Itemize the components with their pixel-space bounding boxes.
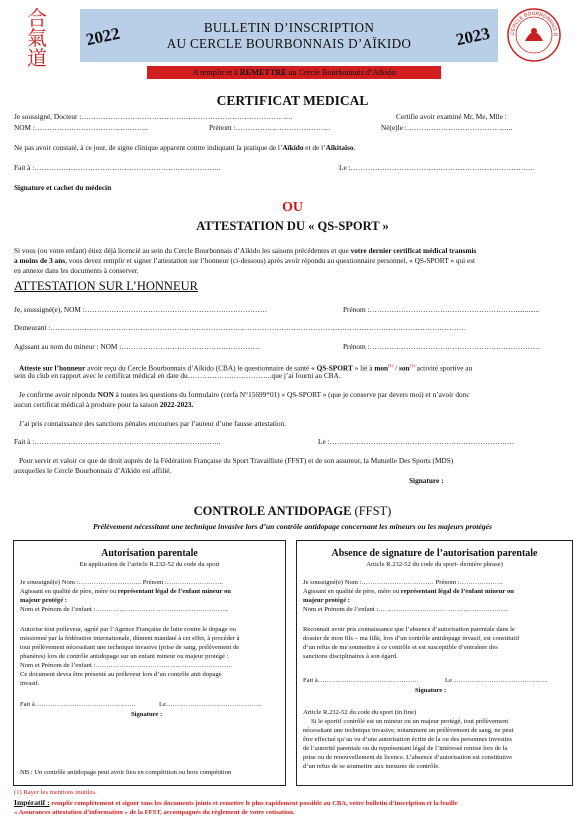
right-a1: Article R.232-52 du code du sport (in fine) [303,709,417,716]
attestation-title: ATTESTATION DU « QS-SPORT » [196,219,389,233]
right-fait: Fait à………………………………………. [303,677,419,684]
red-bar-text-b: REMETTRE [239,68,287,77]
cert-line-3 [14,143,355,152]
att-p2g: son [399,363,410,373]
att-p2f: / [393,363,400,373]
logo-right-text: CERCLE BOURBONNAIS D [509,10,559,37]
left-p1: Autorise tout préleveur, agréé par l’Agence Française de lutte contre le dopage ou [20,626,236,633]
cert-fait: Fait à :………………………………………………………………….. [14,163,221,172]
left-l2a: Agissant en qualité de père, mère ou [20,588,118,595]
year-right: 2023 [454,23,492,50]
right-l2 [303,588,514,596]
right-a5: de l’autorité parentale ou du représentant légal de l’intéressé remise lors de la [303,745,508,752]
att-p5-line1: Pour servir et valoir ce que de droit auprès de la Fédération Française du Sport Travailliste (FFST) et de son assureur, la Mutuelle Des Sports (MDS) [19,456,454,465]
footer-imperatif-line1 [14,799,458,808]
right-box-title: Absence de signature de l’autorisation parentale [331,548,538,559]
antidopage-title-suffix: (FFST) [351,504,392,518]
right-a3: nécessitant une technique invasive, notamment un prélèvement de sang, ne peut [303,727,514,734]
att-p1-line1 [14,246,476,255]
att-p1-line2 [14,256,475,265]
footer-imperatif-line2: « Assurances attestation d’information » de la FFST, accompagnés du règlement de votre cotisation. [14,809,295,816]
red-bar-text-c: au Cercle Bourbonnais d’Aïkido [286,68,396,77]
att-p3d: aucun certificat médical à produire pour la saison [14,400,160,409]
att-p3-line1 [19,390,470,399]
left-fait: Fait à………………………………………. [20,701,136,708]
right-le: Le…………………………………….. [445,677,548,684]
right-a2: Si le sportif contrôlé est un mineur ou un majeur protégé, tout prélèvement [311,718,509,725]
att-p2a: Atteste sur l’honneur [19,363,86,373]
right-l2a: Agissant en qualité de père, mère ou [303,588,401,595]
att-field-mineur-prenom: Prénom :……………………………………………………………. [343,342,540,351]
att-p2e: mon [374,363,389,373]
right-p3: d’un refus de me soumettre à ce contrôle et est susceptible d’entraîner des [303,644,498,651]
right-l2b: représentant légal de l’enfant mineur ou [400,588,514,595]
antidopage-subtitle: Prélèvement nécessitant une technique invasive lors d’un contrôle antidopage concernant les mineurs ou les majeurs protégés [92,522,493,531]
att-p1d: , vous devez remplir et signer l’attestation sur l’honneur (ci-dessous) après avoir répondu au questionnaire personnel, « QS-SPORT » qui est [65,256,476,265]
att-signature: Signature : [409,476,444,485]
footer-imperatif-text1: remplir complètement et signer tous les documents joints et remettre le plus rapidement possible au CBA, votre bulletin d’inscription et la feuille [49,800,458,807]
att-p1a: Si vous (ou votre enfant) étiez déjà licencié au sein du Cercle Bourbonnais d’Aïkido les saisons précédentes et que [14,246,351,255]
att-p3-line2 [14,400,193,409]
right-p1: Reconnait avoir pris connaissance que l’absence d’autorisation parentale dans le [303,626,515,633]
right-a7: d’un refus de se soumettre aux mesures de contrôle. [303,763,440,770]
att-p2c: QS-SPORT [316,363,353,373]
cert-l3c: et de l’ [303,143,326,152]
left-p4: phanères) lors de contrôle antidopage sur un enfant mineur ou majeur protégé : [20,653,229,660]
left-l2 [20,588,231,596]
honneur-title: ATTESTATION SUR L’HONNEUR [14,279,198,293]
att-p1c: a moins de 3 ans [14,256,66,265]
left-p2: missionné par la fédération internationale, dûment mandaté à cet effet, à procéder à [20,635,240,642]
cert-l3e: . [353,143,356,152]
cert-line-1b: Certifie avoir examiné Mr, Me, Mlle : [396,112,507,121]
right-signature: Signature : [415,687,447,694]
box-absence-signature [296,540,573,786]
att-p5-line2: auxquelles le Cercle Bourbonnais d’Aïkido est affilié. [14,466,172,475]
cert-le: Le :…………………………………………………………………. [339,163,535,172]
antidopage-title-main: CONTROLE ANTIDOPAGE [193,504,352,518]
cert-l3b: Aïkido [282,143,304,152]
cert-line-2c: Né(e)le :…………………………………….. [381,123,513,132]
red-notice-bar [147,66,441,79]
left-p6: Ce document devra être présenté au préleveur lors d’un contrôle anti dopage [20,671,222,678]
ou-separator: OU [282,200,303,215]
att-p2h: activité sportive au [414,363,473,373]
footer-imperatif-label: Impératif : [14,798,50,807]
logo-glyph-3: 道 [27,46,47,70]
logo-right [506,7,562,63]
att-p4: J’ai pris connaissance des sanctions pénales encourues par l’auteur d’une fausse attestation. [19,419,287,428]
box-autorisation-parentale [13,540,286,786]
cert-line-1a: Je soussigné, Docteur :…………………………………………………………………………… [14,112,293,121]
title-line-1: BULLETIN D’INSCRIPTION [203,20,375,35]
att-sup-1: (1) [388,363,394,368]
att-p3a: Je confirme avoir répondu [19,390,98,399]
left-p5: Nom et Prénom de l’enfant :……………………………. ………………………. [20,662,233,669]
att-sup-2: (1) [409,363,415,368]
right-l1: Je soussigné(e) Nom :…………………………… Prénom :……………….. [303,579,503,586]
antidopage-title [0,504,585,519]
att-p3c: à toutes les questions du formulaire (cerfa N°15699*01) « QS-SPORT » (que je conserve par devers moi) et n’avoir donc [113,390,470,399]
left-l4: Nom et Prénom de l’enfant :……………………… …………………………… [20,606,229,613]
title-line-2: AU CERCLE BOURBONNAIS D’AÏKIDO [166,36,412,51]
cert-line-2b: Prénom :………………………………… [209,123,331,132]
att-p2d: » lié à [352,363,375,373]
cert-l3d: Aïkitaïso [325,143,354,152]
logo-left [22,8,52,70]
right-a6: prise ou de renouvellement de licence. L’absence d’autorisation est constitutive [303,754,513,761]
right-l3: majeur protégé : [303,597,350,604]
left-signature: Signature : [131,711,163,718]
att-p2-line2: sein du club en rapport avec le certificat médical en date du……………………………..que j’ai fourni au CBA. [14,371,341,380]
att-p1b: votre dernier certificat médical transmis [350,246,477,255]
logo-glyph-1: 合 [27,6,47,30]
red-bar-text-a: A remplir et à [192,68,240,77]
left-box-title: Autorisation parentale [101,548,198,559]
att-p1-line3: en annexe dans les documents à conserver. [14,266,139,275]
att-p3b: NON [97,390,114,399]
right-p4: sanctions disciplinaires à son égard. [303,653,398,660]
left-l3: majeur protégé : [20,597,67,604]
att-p3e: 2022-2023. [159,400,194,409]
att-le: Le :…………………………………………………………………. [318,437,514,446]
att-field-prenom: Prénom :……………………………………………………............. [343,305,540,314]
left-nb: NB : Un contrôle antidopage peut avoir lieu en compétition ou hors compétition [20,769,232,776]
year-left: 2022 [84,23,122,50]
att-p2b: avoir reçu du Cercle Bourbonnais d’Aïkido (CBA) le questionnaire de santé « [85,363,317,373]
footer-note: (1) Rayer les mentions inutiles. [14,789,97,796]
right-a4: être effectué qu’au vu d’une autorisation écrite de la ou des personnes investies [303,736,512,743]
att-field-demeurant: Demeurant :……………………………………………………………………………………………………………………………………………………… [14,323,467,332]
header-banner [80,9,498,62]
right-p2: dossier de mon fils – ma fille, lors d’un contrôle antidopage invasif, est constitutif [303,635,520,642]
left-box-sub: En application de l’article R.232-52 du code du sport [79,561,220,568]
left-p3: tout prélèvement nécessitant une technique invasive (prise de sang, prélèvement de [20,644,240,651]
cert-line-2a: NOM :……………………………………….. [14,123,148,132]
certificat-title: CERTIFICAT MEDICAL [216,93,369,108]
left-le: Le…………………………………….. [159,701,262,708]
cert-l3a: Ne pas avoir constaté, à ce jour, de signe clinique apparent contre indiquant la pratique de l’ [14,143,283,152]
left-p7: invasif. [20,680,40,687]
logo-glyph-2: 氣 [27,26,47,50]
att-fait: Fait à :………………………………………………………………….. [14,437,221,446]
left-l1: Je soussigné(e) Nom :……………………….. Prénom :…………………….. [20,579,223,586]
left-l2b: représentant légal de l’enfant mineur ou [117,588,231,595]
right-l4: Nom et Prénom de l’enfant :………………………… ……………………….. [303,606,509,613]
att-field-mineur-nom: Agissant au nom du mineur : NOM :………………………………………………… [14,342,260,351]
cert-signature: Signature et cachet du médecin [14,183,112,192]
right-box-sub: Article R.232-52 du code du sport- dernière phrase) [366,561,503,568]
att-field-nom: Je, soussigné(e), NOM :………………………………………………………………… [14,305,268,314]
